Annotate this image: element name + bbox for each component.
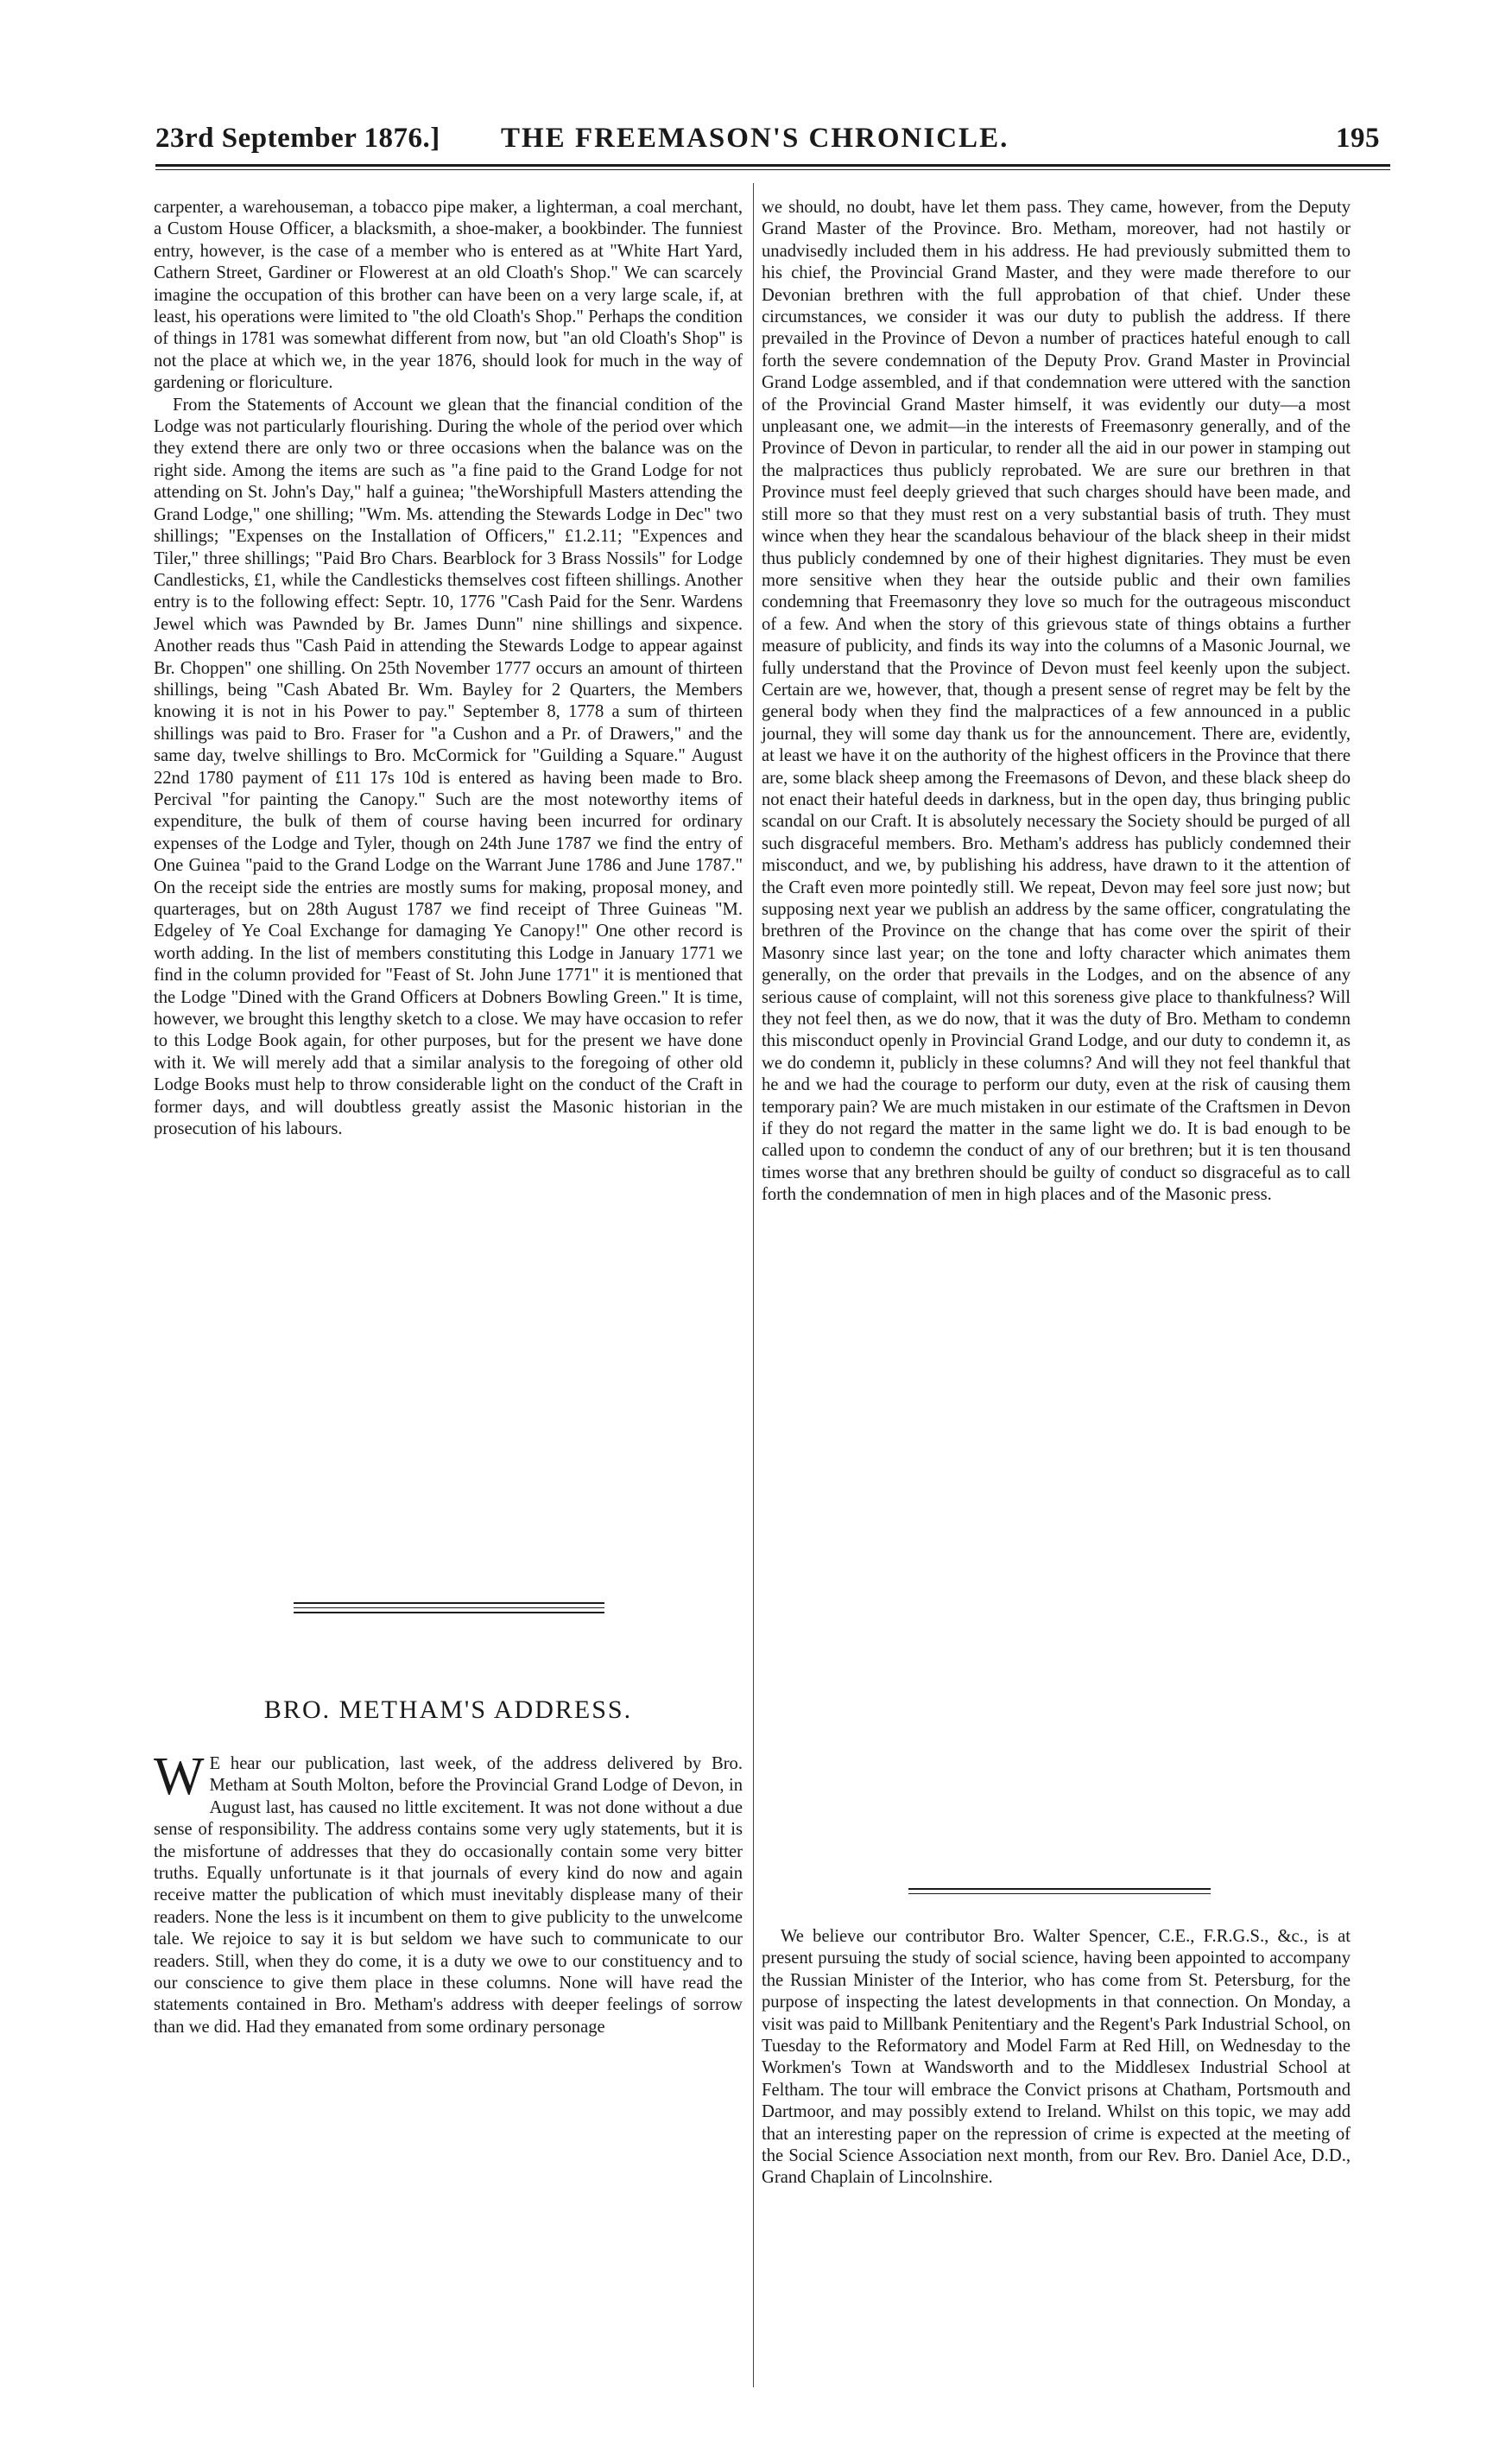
section-rule-double-1	[294, 1602, 604, 1604]
article-body	[154, 1747, 743, 2038]
column-divider	[753, 183, 754, 2387]
right-column-lower	[762, 1926, 1351, 2190]
section-rule-double-3	[294, 1612, 604, 1613]
right-column	[762, 197, 1351, 1207]
right-section-rule-thin	[908, 1893, 1211, 1894]
header-rule-thin	[155, 169, 1390, 170]
section-rule-double-2	[294, 1607, 604, 1608]
article-title: BRO. METHAM'S ADDRESS.	[263, 1695, 633, 1724]
article-paragraph-1	[154, 1747, 743, 2038]
left-paragraph-1: carpenter, a warehouseman, a tobacco pipe maker, a lighterman, a coal merchant, a Custom House Officer, a blacksmith, a shoe-maker, a bookbinder. The funniest entry, however, is the case of a member who is entered as at "White Hart Yard, Cathern Street, Gardiner or Flowerest at an old Cloath's Shop." We can scarcely imagine the occupation of this brother can have been on a very large scale, if, at least, his operations were limited to "the old Cloath's Shop." Perhaps the condition of things in 1781 was somewhat different from now, but "an old Cloath's Shop" is not the place at which we, in the year 1876, should look for much in the way of gardening or floriculture.	[154, 198, 743, 393]
page-number: 195	[1336, 123, 1380, 154]
right-paragraph-2: We believe our contributor Bro. Walter Spencer, C.E., F.R.G.S., &c., is at present pursuing the study of social science, having been appointed to accompany the Russian Minister of the Interior, who has come from St. Petersburg, for the purpose of inspecting the latest developments in that connection. On Monday, a visit was paid to Millbank Penitentiary and the Regent's Park Industrial School, on Tuesday to the Reformatory and Model Farm at Red Hill, on Wednesday to the Workmen's Town at Wandsworth and to the Middlesex Industrial School at Feltham. The tour will embrace the Convict prisons at Chatham, Portsmouth and Dartmoor, and may possibly extend to Ireland. Whilst on this topic, we may add that an interesting paper on the repression of crime is expected at the meeting of the Social Science Association next month, from our Rev. Bro. Daniel Ace, D.D., Grand Chaplain of Lincolnshire.	[762, 1927, 1351, 2188]
publication-title: THE FREEMASON'S CHRONICLE.	[501, 123, 1009, 154]
drop-cap: W	[154, 1747, 205, 1806]
right-paragraph-1: we should, no doubt, have let them pass. They came, however, from the Deputy Grand Master of the Province. Bro. Metham, moreover, had not hastily or unadvisedly included them in his address. He had previously submitted them to his chief, the Provincial Grand Master, and they were made therefore to our Devonian brethren with the full approbation of that chief. Under these circumstances, we consider it was our duty to publish the address. If there prevailed in the Province of Devon a number of practices hateful enough to call forth the severe condemnation of the Deputy Prov. Grand Master in Provincial Grand Lodge assembled, and if that condemnation were uttered with the sanction of the Provincial Grand Master himself, it was evidently our duty—a most unpleasant one, we admit—in the interests of Freemasonry generally, and of the Province of Devon in particular, to render all the aid in our power in stamping out the malpractices thus publicly reprobated. We are sure our brethren in that Province must feel deeply grieved that such charges should have been made, and still more so that they must rest on a very substantial basis of truth. They must wince when they hear the scandalous behaviour of the black sheep in their midst thus publicly condemned by one of their highest dignitaries. They must be even more sensitive when they hear the outside public and their own families condemning that Freemasonry they love so much for the outrageous misconduct of a few. And when the story of this grievous state of things obtains a further measure of publicity, and finds its way into the columns of a Masonic Journal, we fully understand that the Province of Devon must feel keenly upon the subject. Certain are we, however, that, though a present sense of regret may be felt by the general body when they find the malpractices of a few announced in a public journal, they will some day thank us for the announcement. There are, evidently, at least we have it on the authority of the highest officers in the Province that there are, some black sheep among the Freemasons of Devon, and these black sheep do not enact their hateful deeds in darkness, but in the open day, thus bringing public scandal on our Craft. It is absolutely necessary the Society should be purged of all such disgraceful members. Bro. Metham's address has publicly condemned their misconduct, and we, by publishing his address, have drawn to it the attention of the Craft even more pointedly still. We repeat, Devon may feel sore just now; but supposing next year we publish an address by the same officer, congratulating the brethren of the Province on the change that has come over the spirit of their Masonry since last year; on the tone and lofty character which animates them generally, on the order that prevails in the Lodges, and on the absence of any serious cause of complaint, will not this soreness give place to thankfulness? Will they not feel then, as we do now, that it was the duty of Bro. Metham to condemn this misconduct openly in Provincial Grand Lodge, and our duty to condemn it, as we do condemn it, publicly in these columns? And will they not feel thankful that he and we had the courage to perform our duty, even at the risk of causing them temporary pain? We are much mistaken in our estimate of the Craftsmen in Devon if they do not regard the matter in the same light we do. It is bad enough to be called upon to condemn the conduct of any of our brethren; but it is ten thousand times worse that any brethren should be guilty of conduct so disgraceful as to call forth the condemnation of men in high places and of the Masonic press.	[762, 198, 1351, 1205]
article-paragraph-text: E hear our publication, last week, of the address delivered by Bro. Metham at South Molton, before the Provincial Grand Lodge of Devon, in August last, has caused no little excitement. It was not done without a due sense of responsibility. The address contains some very ugly statements, but it is the misfortune of addresses that they do occasionally contain some very bitter truths. Equally unfortunate is it that journals of every kind do now and again receive matter the publication of which must inevitably displease many of their readers. None the less is it incumbent on them to give publicity to the unwelcome tale. We rejoice to say it is but seldom we have such to communicate to our readers. Still, when they do come, it is a duty we owe to our constituency and to our conscience to give them place in these columns. None will have read the statements contained in Bro. Metham's address with deeper feelings of sorrow than we did. Had they emanated from some ordinary personage	[154, 1754, 743, 2037]
page-header	[155, 123, 1390, 162]
right-section-rule	[908, 1888, 1211, 1890]
issue-date: 23rd September 1876.]	[155, 123, 440, 154]
left-paragraph-2: From the Statements of Account we glean that the financial condition of the Lodge was not particularly flourishing. During the whole of the period over which they extend there are only two or three occasions when the balance was on the right side. Among the items are such as "a fine paid to the Grand Lodge for not attending on St. John's Day," half a guinea; "theWorshipfull Masters attending the Grand Lodge," one shilling; "Wm. Ms. attending the Stewards Lodge in Dec" two shillings; "Expenses on the Installation of Officers," £1.2.11; "Expences and Tiler," three shillings; "Paid Bro Chars. Bearblock for 3 Brass Nossils" for Lodge Candlesticks, £1, while the Candlesticks themselves cost fifteen shillings. Another entry is to the following effect: Septr. 10, 1776 "Cash Paid for the Senr. Wardens Jewel which was Pawnded by Br. James Dunn" nine shillings and sixpence. Another reads thus "Cash Paid in attending the Stewards Lodge to appear against Br. Choppen" one shilling. On 25th November 1777 occurs an amount of thirteen shillings, being "Cash Abated Br. Wm. Bayley for 2 Quarters, the Members knowing it is not in his Power to pay." September 8, 1778 a sum of thirteen shillings was paid to Bro. Fraser for "a Cushon and a Pr. of Drawers," and the same day, twelve shillings to Bro. McCormick for "Guilding a Square." August 22nd 1780 payment of £11 17s 10d is entered as having been made to Bro. Percival "for painting the Canopy." Such are the most noteworthy items of expenditure, the bulk of them of course having been incurred for ordinary expenses of the Lodge and Tyler, though on 24th June 1787 we find the entry of One Guinea "paid to the Grand Lodge on the Warrant June 1786 and June 1787." On the receipt side the entries are mostly sums for making, proposal money, and quarterages, but on 28th August 1787 we find receipt of Three Guineas "M. Edgeley of Ye Coal Exchange for damaging Ye Canopy!" One other record is worth adding. In the list of members constituting this Lodge in January 1771 we find in the column provided for "Feast of St. John June 1771" it is mentioned that the Lodge "Dined with the Grand Officers at Dobners Bowling Green." It is time, however, we brought this lengthy sketch to a close. We may have occasion to refer to this Lodge Book again, for other purposes, but for the present we have done with it. We will merely add that a similar analysis to the foregoing of other old Lodge Books must help to throw considerable light on the conduct of the Craft in former days, and will doubtless greatly assist the Masonic historian in the prosecution of his labours.	[154, 395, 743, 1139]
left-column	[154, 197, 743, 1140]
header-rule	[155, 164, 1390, 167]
